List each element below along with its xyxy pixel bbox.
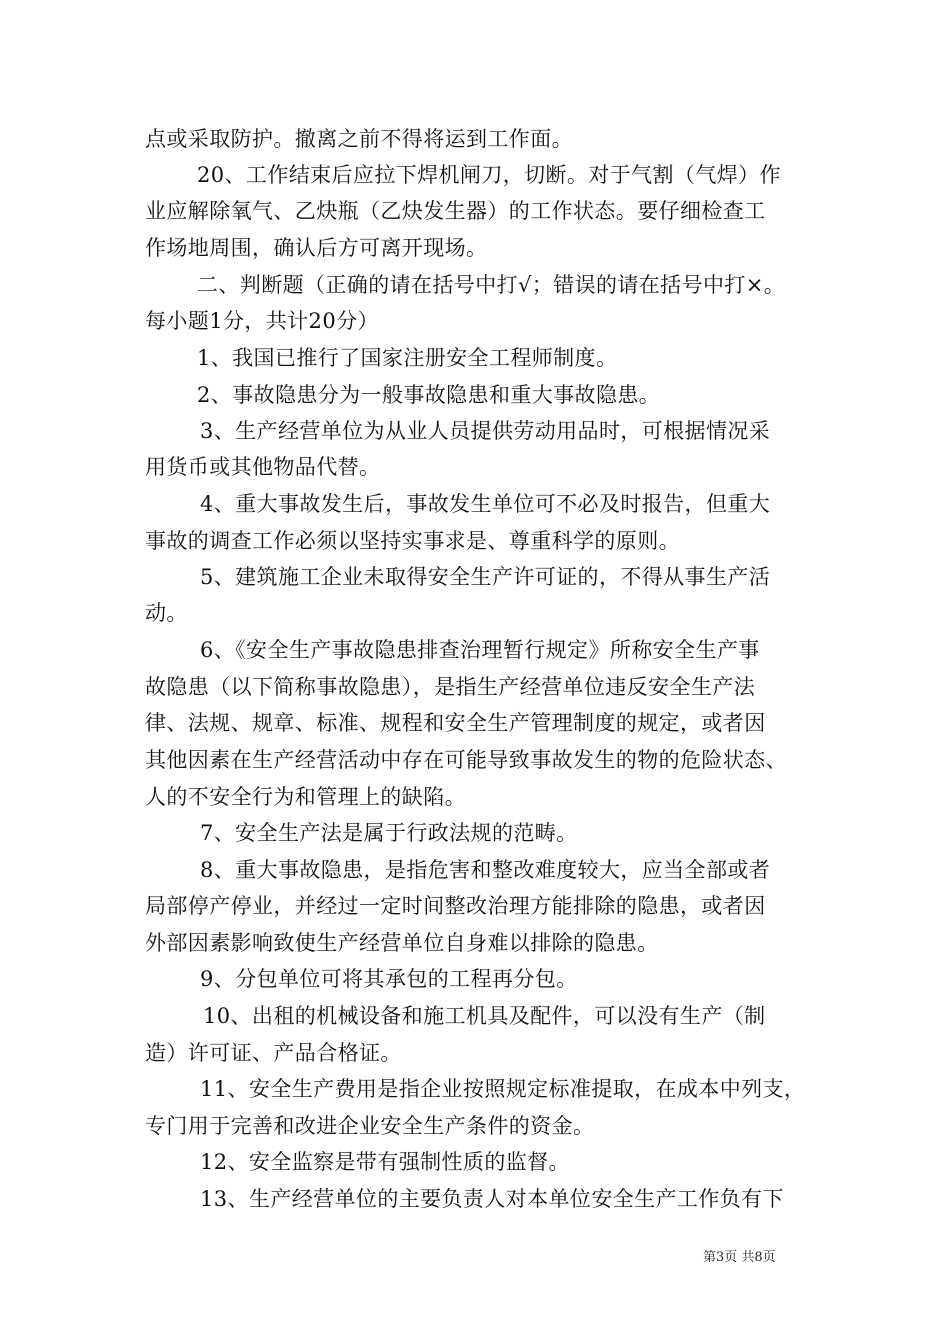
- text-line: 点或采取防护。撤离之前不得将运到工作面。: [145, 127, 573, 151]
- question-item: 3、生产经营单位为从业人员提供劳动用品时，可根据情况采: [200, 419, 771, 443]
- section-heading: 二、判断题（正确的请在括号中打√；错误的请在括号中打×。: [197, 273, 786, 297]
- question-item: 13、生产经营单位的主要负责人对本单位安全生产工作负有下: [200, 1187, 784, 1211]
- text-line: 外部因素影响致使生产经营单位自身难以排除的隐患。: [145, 931, 659, 955]
- question-item: 6、《安全生产事故隐患排查治理暂行规定》所称安全生产事: [200, 638, 760, 662]
- question-item: 7、安全生产法是属于行政法规的范畴。: [200, 821, 578, 845]
- question-item: 2、事故隐患分为一般事故隐患和重大事故隐患。: [197, 383, 661, 407]
- text-line: 律、法规、规章、标准、规程和安全生产管理制度的规定，或者因: [145, 711, 766, 735]
- question-item: 4、重大事故发生后，事故发生单位可不必及时报告，但重大: [200, 492, 771, 516]
- text-line: 事故的调查工作必须以坚持实事求是、尊重科学的原则。: [145, 529, 680, 553]
- question-item: 10、出租的机械设备和施工机具及配件，可以没有生产（制: [203, 1004, 766, 1028]
- text-line: 20、工作结束后应拉下焊机闸刀，切断。对于气割（气焊）作: [197, 163, 781, 187]
- question-item: 5、建筑施工企业未取得安全生产许可证的，不得从事生产活: [200, 565, 771, 589]
- text-line: 业应解除氧气、乙炔瓶（乙炔发生器）的工作状态。要仔细检查工: [145, 199, 766, 223]
- text-line: 作场地周围，确认后方可离开现场。: [145, 236, 488, 260]
- question-item: 9、分包单位可将其承包的工程再分包。: [200, 967, 578, 991]
- text-line: 局部停产停业，并经过一定时间整改治理方能排除的隐患，或者因: [145, 894, 766, 918]
- text-line: 人的不安全行为和管理上的缺陷。: [145, 785, 466, 809]
- question-item: 1、我国已推行了国家注册安全工程师制度。: [197, 346, 618, 370]
- text-line: 其他因素在生产经营活动中存在可能导致事故发生的物的危险状态、: [145, 748, 787, 772]
- section-heading: 每小题1分，共计20分）: [145, 309, 379, 333]
- text-line: 用货币或其他物品代替。: [145, 455, 381, 479]
- text-line: 造）许可证、产品合格证。: [145, 1041, 402, 1065]
- text-line: 动。: [145, 601, 188, 625]
- question-item: 8、重大事故隐患，是指危害和整改难度较大，应当全部或者: [200, 858, 771, 882]
- text-line: 专门用于完善和改进企业安全生产条件的资金。: [145, 1114, 595, 1138]
- text-line: 故隐患（以下简称事故隐患），是指生产经营单位违反安全生产法: [145, 675, 756, 699]
- question-item: 11、安全生产费用是指企业按照规定标准提取，在成本中列支，: [200, 1077, 806, 1101]
- page-number-footer: 第3页 共8页: [703, 1250, 776, 1265]
- question-item: 12、安全监察是带有强制性质的监督。: [200, 1150, 570, 1174]
